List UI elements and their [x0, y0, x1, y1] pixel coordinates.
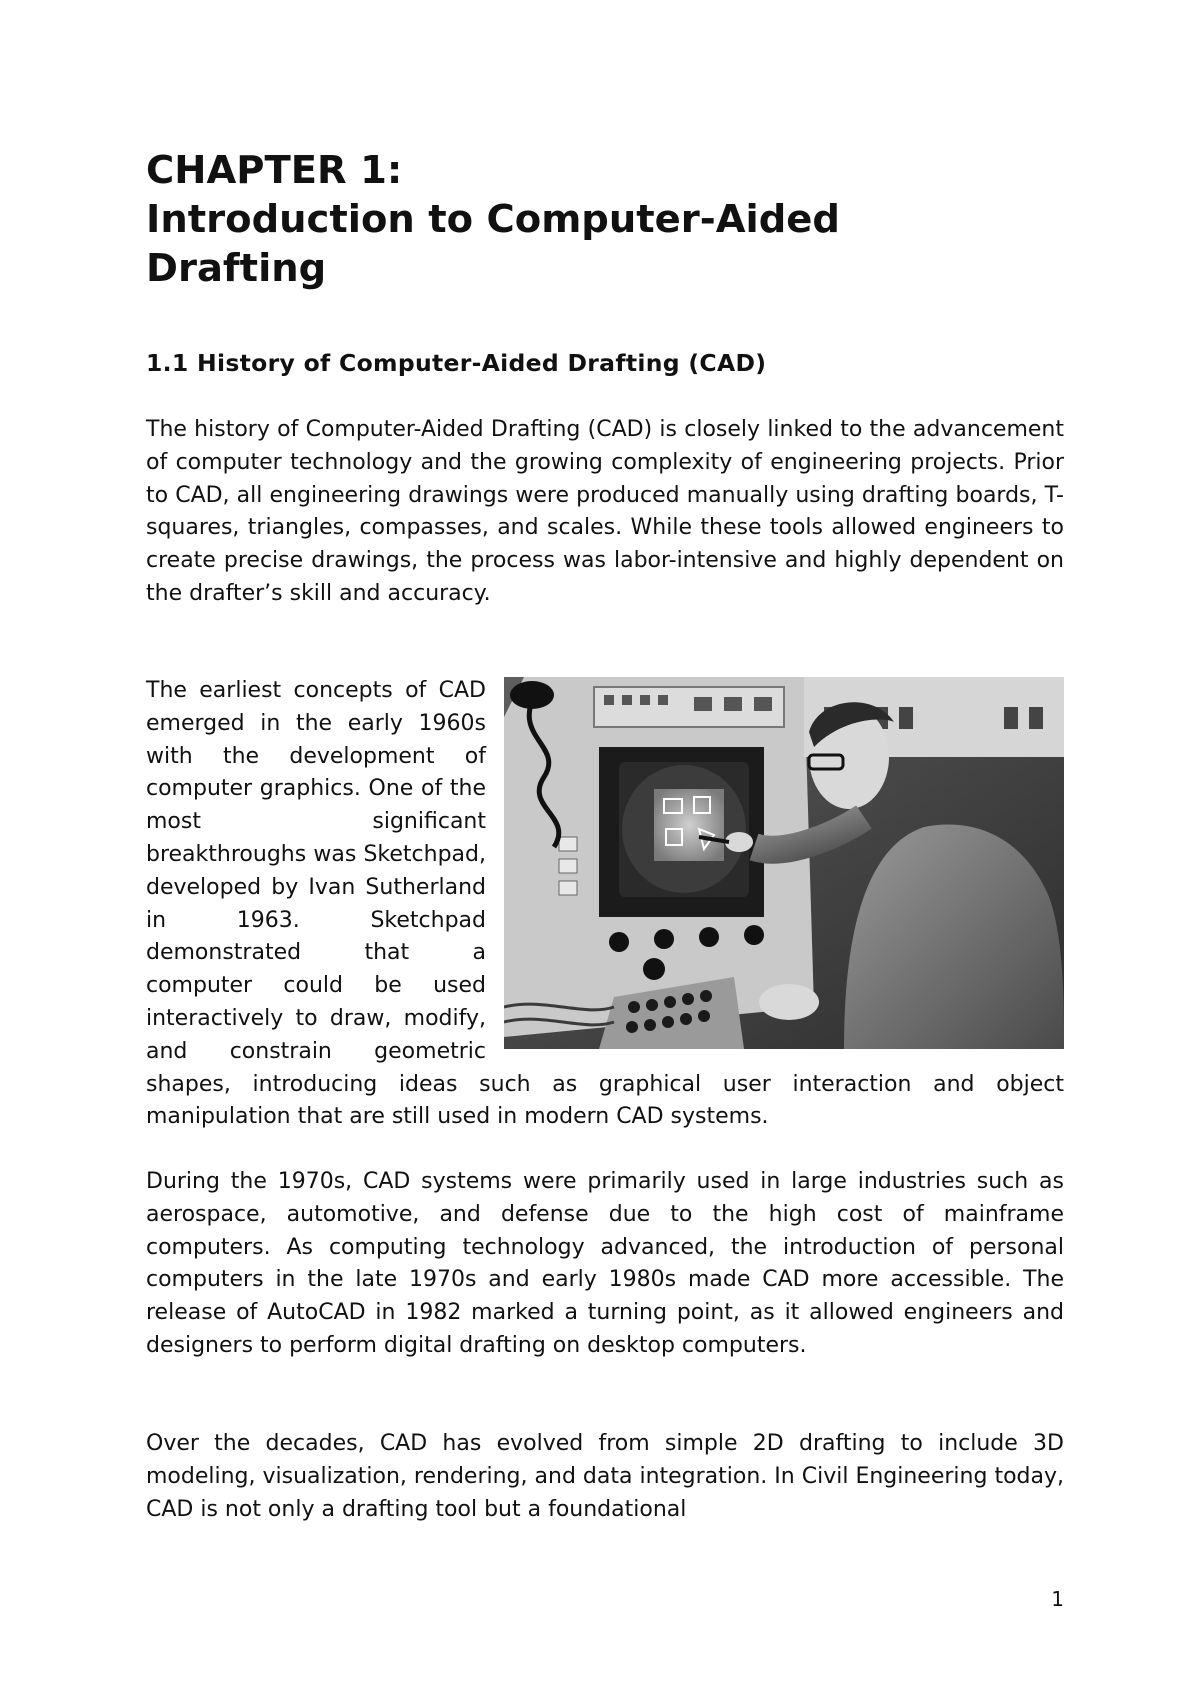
paragraph-1970s-1980s: During the 1970s, CAD systems were primarily used in large industries such as aerospace, automotive, and defense due to the high cost of mainframe computers. As computing technology advanced, the introduction of personal computers in the late 1970s and early 1980s made CAD more accessible. The release of AutoCAD in 1982 marked a turning point, as it allowed engineers and designers to perform digital drafting on desktop computers.	[146, 1169, 1064, 1358]
paragraph-history-intro: The history of Computer-Aided Drafting (CAD) is closely linked to the advancement of computer technology and the growing complexity of engineering projects. Prior to CAD, all engineering drawings were produced manually using drafting boards, T-squares, triangles, compasses, and scales. While these tools allowed engineers to create precise drawings, the process was labor-intensive and highly dependent on the drafter’s skill and accuracy.	[146, 417, 1064, 606]
paragraph-evolution: Over the decades, CAD has evolved from simple 2D drafting to include 3D modeling, visualization, rendering, and data integration. In Civil Engineering today, CAD is not only a drafting tool but a foundational	[146, 1431, 1064, 1522]
chapter-label: CHAPTER 1:	[146, 148, 403, 193]
sketchpad-photo-icon	[504, 677, 1064, 1049]
chapter-title-line-1: Introduction to Computer-Aided	[146, 197, 840, 242]
page-number: 1	[1051, 1587, 1064, 1611]
section-heading: 1.1 History of Computer-Aided Drafting (CAD)	[146, 349, 767, 377]
paragraph-sketchpad-block	[146, 675, 1064, 1134]
chapter-title-line-2: Drafting	[146, 246, 327, 291]
paragraph-sketchpad-text: The earliest concepts of CAD emerged in the early 1960s with the development of computer graphics. One of the most significant breakthroughs was Sketchpad, developed by Ivan Sutherland in 1963. Sketchpad demonstrated that a computer could be used interactively to draw, modify, and constrain geometric shapes, introducing ideas such as graphical user interaction and object manipulation that are still used in modern CAD systems.	[146, 678, 1064, 1130]
chapter-title	[146, 146, 1066, 293]
